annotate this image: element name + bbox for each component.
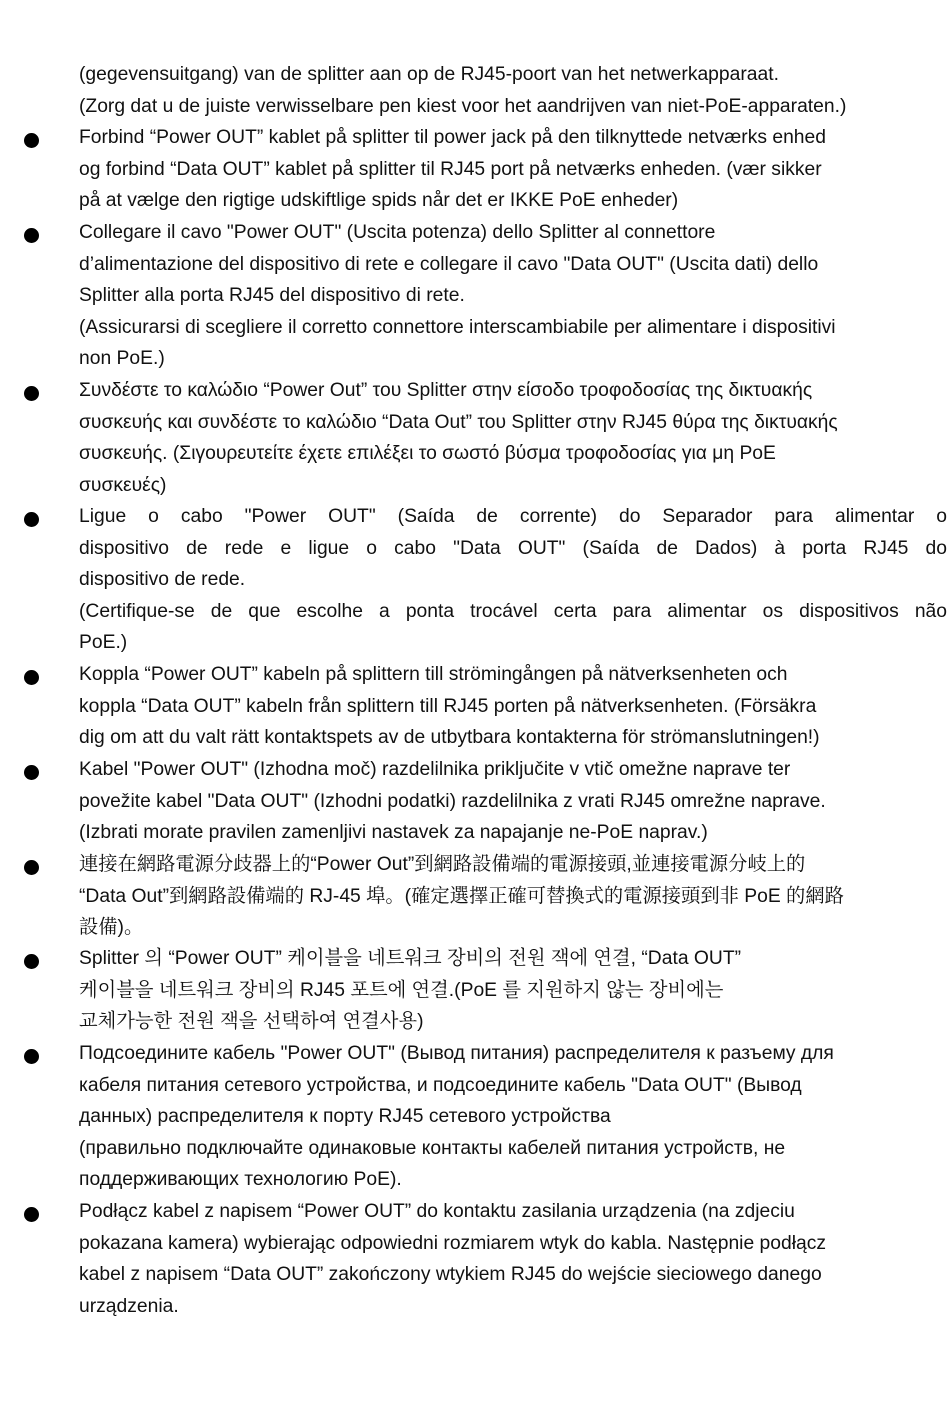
text-line: Kabel "Power OUT" (Izhodna moč) razdelilnika priključite v vtič omežne naprave ter xyxy=(79,759,791,780)
bullet-icon xyxy=(24,954,39,969)
text-line: Podłącz kabel z napisem “Power OUT” do kontaktu zasilania urządzenia (na zdjeciu xyxy=(79,1201,795,1222)
list-item-slovenian xyxy=(79,754,947,849)
text-line: Splitter 의 “Power OUT” 케이블을 네트워크 장비의 전원 잭에 연결, “Data OUT” xyxy=(79,948,742,969)
bullet-icon xyxy=(24,386,39,401)
text-line: på at vælge den rigtige udskiftlige spids når det er IKKE PoE enheder) xyxy=(79,190,679,212)
bullet-icon xyxy=(24,512,39,527)
text-line: d’alimentazione del dispositivo di rete e collegare il cavo "Data OUT" (Uscita dati) dello xyxy=(79,253,819,275)
text-line: dispositivo de rede. xyxy=(79,569,246,591)
text-line: Collegare il cavo "Power OUT" (Uscita potenza) dello Splitter al connettore xyxy=(79,222,716,243)
list-item-portuguese xyxy=(79,501,947,659)
text-line: 교체가능한 전원 잭을 선택하여 연결사용) xyxy=(79,1011,424,1033)
bullet-icon xyxy=(24,1049,39,1064)
list-item-italian xyxy=(79,217,947,375)
text-line: Forbind “Power OUT” kablet på splitter til power jack på den tilknyttede netværks enhed xyxy=(79,127,826,148)
text-line: поддерживающих технологию PoE). xyxy=(79,1169,402,1191)
text-line: Подсоедините кабель "Power OUT" (Вывод питания) распределителя к разъему для xyxy=(79,1043,834,1064)
text-line: 連接在網路電源分歧器上的“Power Out”到網路設備端的電源接頭,並連接電源分岐上的 xyxy=(79,854,806,875)
text-line: συσκευής. (Σιγουρευτείτε έχετε επιλέξει το σωστό βύσμα τροφοδοσίας για μη PoE xyxy=(79,443,776,465)
text-line: (Izbrati morate pravilen zamenljivi nastavek za napajanje ne-PoE naprav.) xyxy=(79,822,708,844)
text-line: urządzenia. xyxy=(79,1295,179,1317)
text-line: PoE.) xyxy=(79,632,128,654)
text-line: Ligue o cabo "Power OUT" (Saída de corrente) do Separador para alimentar o xyxy=(79,506,947,527)
bullet-icon xyxy=(24,133,39,148)
text-line: og forbind “Data OUT” kablet på splitter til RJ45 port på netværks enheden. (vær sikker xyxy=(79,158,822,180)
text-line: кабеля питания сетевого устройства, и подсоедините кабель "Data OUT" (Вывод xyxy=(79,1074,802,1096)
text-line: 設備)。 xyxy=(79,917,144,939)
text-line: Συνδέστε το καλώδιο “Power Out” του Splitter στην είσοδο τροφοδοσίας της δικτυακής xyxy=(79,380,813,401)
text-line: non PoE.) xyxy=(79,348,165,370)
bullet-icon xyxy=(24,1207,39,1222)
list-item-danish xyxy=(79,122,947,217)
text-line: (Certifique-se de que escolhe a ponta trocável certa para alimentar os dispositivos não xyxy=(79,600,947,622)
text-line: (правильно подключайте одинаковые контакты кабелей питания устройств, не xyxy=(79,1137,786,1159)
text-line: pokazana kamera) wybierając odpowiedni rozmiarem wtyk do kabla. Następnie podłącz xyxy=(79,1232,826,1254)
list-item-korean xyxy=(79,943,947,1038)
text-line: данных) распределителя к порту RJ45 сетевого устройства xyxy=(79,1106,611,1128)
text-line: συσκευής και συνδέστε το καλώδιο “Data Out” του Splitter στην RJ45 θύρα της δικτυακής xyxy=(79,411,838,433)
bullet-icon xyxy=(24,765,39,780)
bullet-icon xyxy=(24,228,39,243)
list-item-russian xyxy=(79,1038,947,1196)
text-line: dispositivo de rede e ligue o cabo "Data OUT" (Saída de Dados) à porta RJ45 do xyxy=(79,537,947,559)
text-line: (gegevensuitgang) van de splitter aan op de RJ45-poort van het netwerkapparaat. xyxy=(79,64,779,85)
text-line: kabel z napisem “Data OUT” zakończony wtykiem RJ45 do wejście sieciowego danego xyxy=(79,1264,822,1286)
text-line: dig om att du valt rätt kontaktspets av de utbytbara kontakterna för strömanslutningen!) xyxy=(79,727,820,749)
text-line: koppla “Data OUT” kabeln från splittern till RJ45 porten på nätverksenheten. (Försäkra xyxy=(79,695,817,717)
text-line: (Assicurarsi di scegliere il corretto connettore interscambiabile per alimentare i dispositivi xyxy=(79,316,836,338)
intro-paragraph xyxy=(79,59,947,122)
text-line: Splitter alla porta RJ45 del dispositivo di rete. xyxy=(79,285,465,307)
list-item-swedish xyxy=(79,659,947,754)
text-line: povežite kabel "Data OUT" (Izhodni podatki) razdelilnika z vrati RJ45 omrežne naprave. xyxy=(79,790,826,812)
bullet-icon xyxy=(24,670,39,685)
text-line: “Data Out”到網路設備端的 RJ-45 埠。(確定選擇正確可替換式的電源接頭到非 PoE 的網路 xyxy=(79,885,844,907)
text-line: 케이블을 네트워크 장비의 RJ45 포트에 연결.(PoE 를 지원하지 않는 장비에는 xyxy=(79,979,724,1001)
text-line: συσκευές) xyxy=(79,474,167,496)
list-item-polish xyxy=(79,1196,947,1322)
list-item-greek xyxy=(79,375,947,501)
bullet-icon xyxy=(24,860,39,875)
list-item-chinese xyxy=(79,849,947,944)
text-line: (Zorg dat u de juiste verwisselbare pen kiest voor het aandrijven van niet-PoE-apparaten.) xyxy=(79,95,847,117)
text-line: Koppla “Power OUT” kabeln på splittern till strömingången på nätverksenheten och xyxy=(79,664,788,685)
